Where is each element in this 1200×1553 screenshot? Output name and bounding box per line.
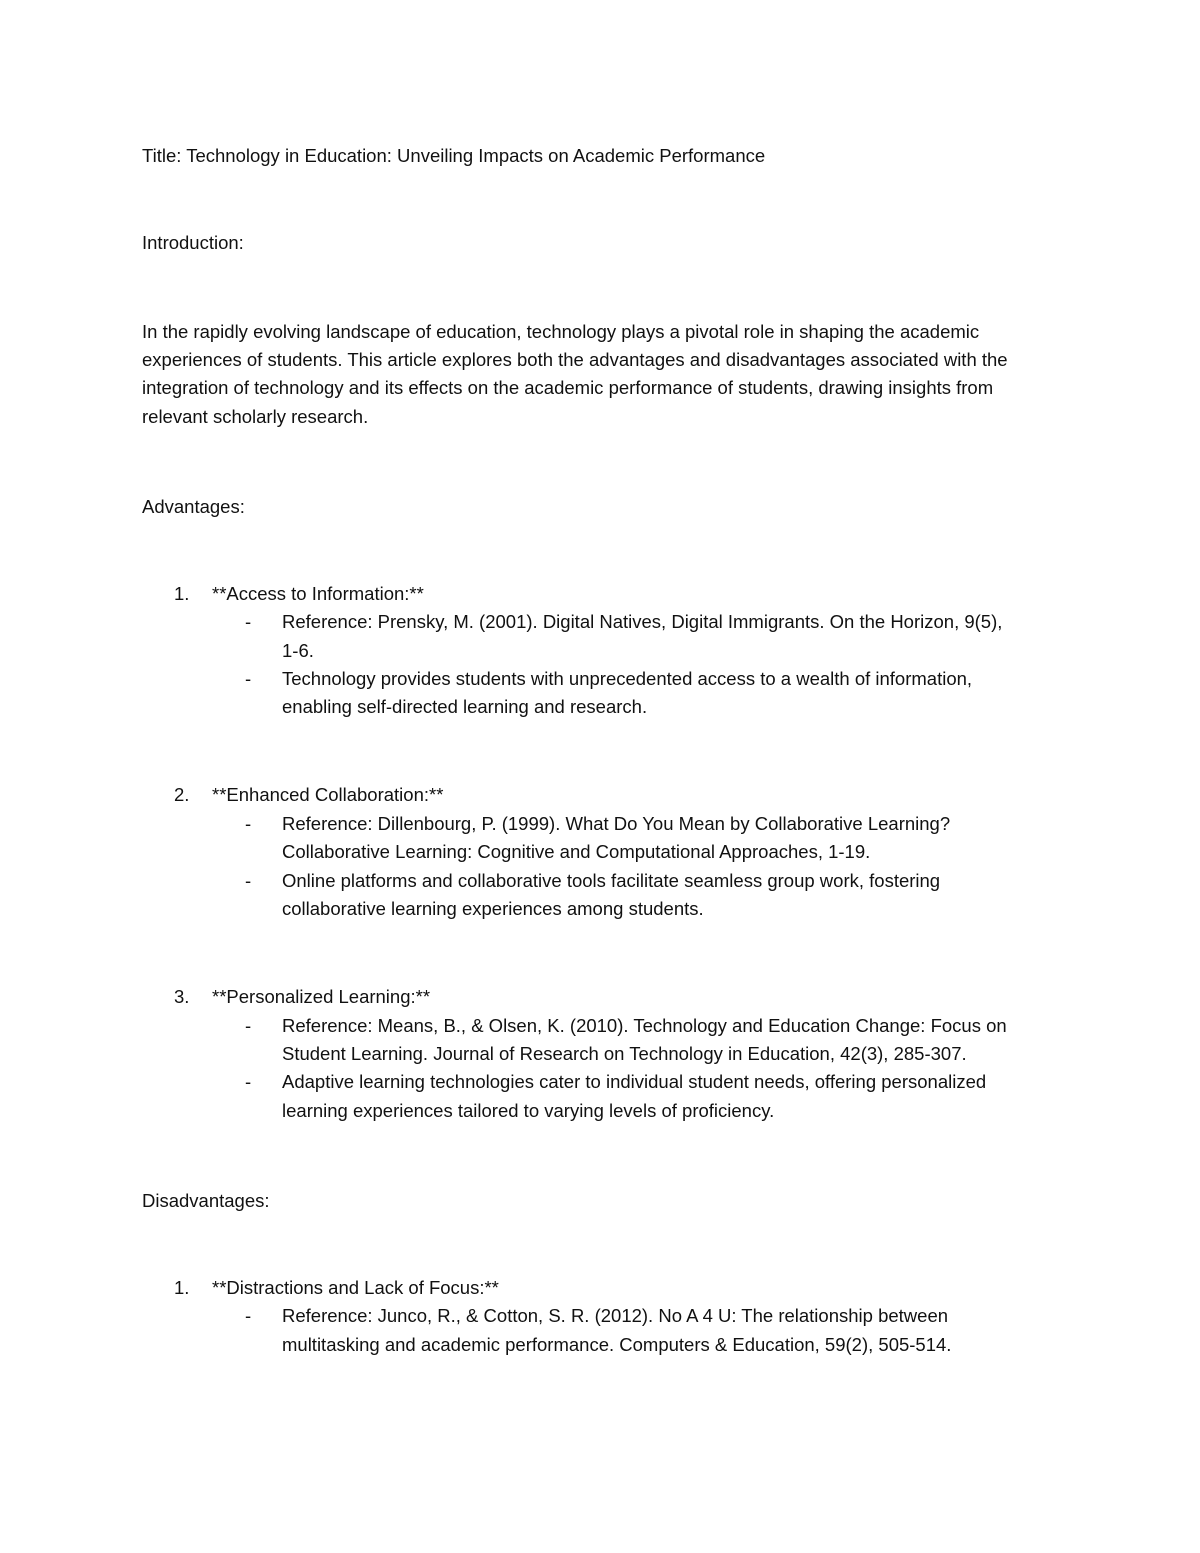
disadvantages-heading: Disadvantages: [142, 1190, 270, 1211]
list-number: 2. [174, 784, 190, 805]
bullet-dash: - [245, 611, 252, 632]
bullet-dash: - [245, 1015, 252, 1036]
advantages-heading: Advantages: [142, 496, 245, 517]
list-number: 1. [174, 583, 190, 604]
list-item-label: **Enhanced Collaboration:** [212, 784, 444, 805]
bullet-text-line: Online platforms and collaborative tools facilitate seamless group work, fostering [282, 870, 941, 891]
paragraph-line: In the rapidly evolving landscape of education, technology plays a pivotal role in shaping the academic [142, 321, 980, 342]
document-title: Title: Technology in Education: Unveiling Impacts on Academic Performance [142, 145, 766, 166]
introduction-heading: Introduction: [142, 232, 244, 253]
reference-line: Reference: Junco, R., & Cotton, S. R. (2012). No A 4 U: The relationship between [282, 1305, 949, 1326]
list-item-label: **Access to Information:** [212, 583, 424, 604]
bullet-text-line: collaborative learning experiences among students. [282, 898, 704, 919]
reference-line: multitasking and academic performance. Computers & Education, 59(2), 505-514. [282, 1334, 952, 1355]
reference-line: Reference: Prensky, M. (2001). Digital Natives, Digital Immigrants. On the Horizon, 9(5), [282, 611, 1003, 632]
bullet-dash: - [245, 870, 252, 891]
bullet-dash: - [245, 1071, 252, 1092]
bullet-text-line: enabling self-directed learning and research. [282, 696, 648, 717]
paragraph-line: experiences of students. This article explores both the advantages and disadvantages associated with the [142, 349, 1008, 370]
reference-line: Student Learning. Journal of Research on Technology in Education, 42(3), 285-307. [282, 1043, 967, 1064]
bullet-dash: - [245, 1305, 252, 1326]
paragraph-line: integration of technology and its effects on the academic performance of students, drawing insights from [142, 377, 994, 398]
reference-line: Reference: Dillenbourg, P. (1999). What Do You Mean by Collaborative Learning? [282, 813, 951, 834]
paragraph-line: relevant scholarly research. [142, 406, 369, 427]
reference-line: Reference: Means, B., & Olsen, K. (2010). Technology and Education Change: Focus on [282, 1015, 1007, 1036]
bullet-text-line: Technology provides students with unprecedented access to a wealth of information, [282, 668, 973, 689]
bullet-dash: - [245, 813, 252, 834]
bullet-dash: - [245, 668, 252, 689]
reference-line: Collaborative Learning: Cognitive and Computational Approaches, 1-19. [282, 841, 871, 862]
reference-line: 1-6. [282, 640, 314, 661]
list-number: 1. [174, 1277, 190, 1298]
bullet-text-line: learning experiences tailored to varying levels of proficiency. [282, 1100, 775, 1121]
list-item-label: **Personalized Learning:** [212, 986, 431, 1007]
list-number: 3. [174, 986, 190, 1007]
list-item-label: **Distractions and Lack of Focus:** [212, 1277, 499, 1298]
bullet-text-line: Adaptive learning technologies cater to individual student needs, offering personalized [282, 1071, 987, 1092]
